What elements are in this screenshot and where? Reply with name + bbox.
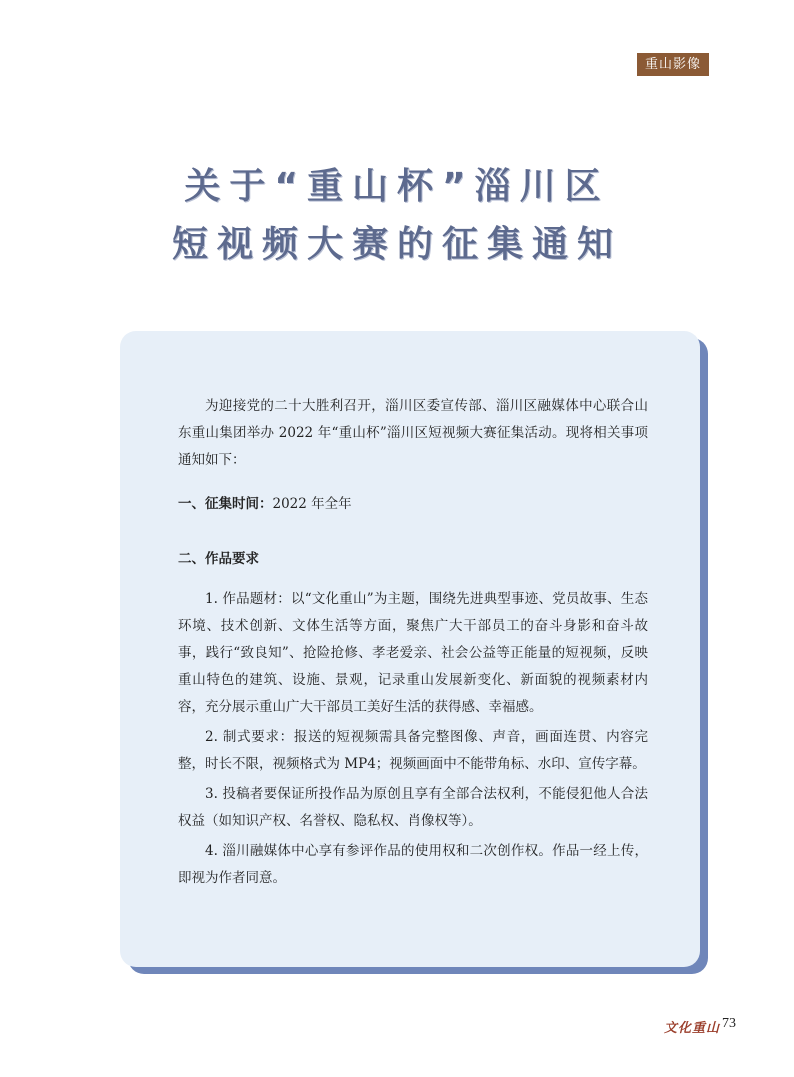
title-line-1: 关于“重山杯”淄川区	[184, 166, 610, 207]
section-tag: 重山影像	[637, 53, 709, 76]
requirement-item: 4. 淄川融媒体中心享有参评作品的使用权和二次创作权。作品一经上传，即视为作者同意。	[178, 843, 648, 886]
section-1-value: 2022 年全年	[272, 496, 352, 512]
notice-body	[178, 393, 648, 892]
requirement-item: 2. 制式要求：报送的短视频需具备完整图像、声音，画面连贯、内容完整，时长不限，视频格式为 MP4；视频画面中不能带角标、水印、宣传字幕。	[178, 729, 648, 772]
requirement-item: 1. 作品题材：以“文化重山”为主题，围绕先进典型事迹、党员故事、生态环境、技术创新、文体生活等方面，聚焦广大干部员工的奋斗身影和奋斗故事，践行“致良知”、抢险抢修、孝老爱亲、社会公益等正能量的短视频，反映重山特色的建筑、设施、景观，记录重山发展新变化、新面貌的视频素材内容，充分展示重山广大干部员工美好生活的获得感、幸福感。	[178, 591, 648, 715]
section-collection-time	[178, 491, 648, 518]
magazine-logo: 文化重山	[664, 1021, 721, 1036]
section-1-label: 一、征集时间：	[178, 496, 273, 512]
requirement-item: 3. 投稿者要保证所投作品为原创且享有全部合法权利，不能侵犯他人合法权益（如知识产权、名誉权、隐私权、肖像权等）。	[178, 786, 648, 829]
page-title	[0, 158, 794, 274]
title-line-2: 短视频大赛的征集通知	[171, 224, 622, 265]
page-number: 73	[722, 1016, 736, 1031]
section-2-heading: 二、作品要求	[178, 551, 259, 567]
intro-paragraph: 为迎接党的二十大胜利召开，淄川区委宣传部、淄川区融媒体中心联合山东重山集团举办 2022 年“重山杯”淄川区短视频大赛征集活动。现将相关事项通知如下：	[178, 398, 648, 468]
